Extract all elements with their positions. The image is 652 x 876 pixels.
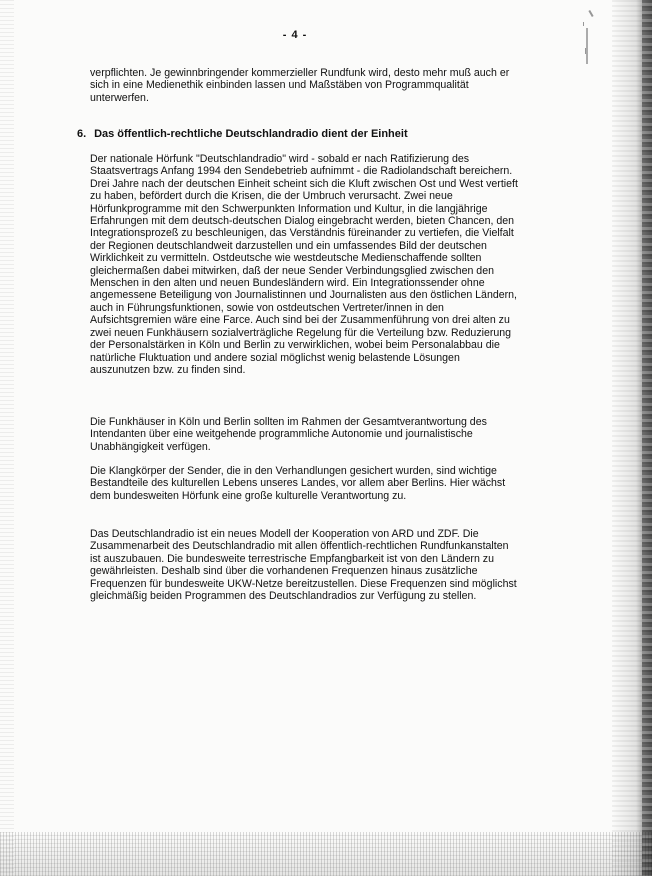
paragraph-deutschlandradio-integration: Der nationale Hörfunk "Deutschlandradio" wird - sobald er nach Ratifizierung des Staatsvertrags Anfang 1994 den Sendebetrieb aufnimmt - die Radiolandschaft bereichern. Drei Jahre nach der deutschen Einheit scheint sich die Kluft zwischen Ost und West vertieft zu haben, befördert durch die Krisen, die der Umbruch verursacht. Zwei neue Hörfunkprogramme mit den Schwerpunkten Information und Kultur, in die langjährige Erfahrungen mit dem deutsch-deutschen Dialog eingebracht werden, bieten Chancen, den Integrationsprozeß zu beschleunigen, das Verständnis füreinander zu vertiefen, die Vielfalt der Regionen deutschlandweit darzustellen und ein umfassendes Bild der deutschen Wirklichkeit zu vermitteln. Ostdeutsche wie westdeutsche Medienschaffende sollten gleichermaßen dabei mitwirken, daß der neue Sender Verbindungsglied zwischen den Menschen in den alten und neuen Bundesländern wird. Ein Integrationssender ohne angemessene Beteiligung von Journalistinnen und Journalisten aus den östlichen Ländern, auch in Führungsfunktionen, sowie von ostdeutschen Vertreter/innen in den Aufsichtsgremien wäre eine Farce. Auch sind bei der Zusammenführung von drei alten zu zwei neuen Funkhäusern sozialverträgliche Regelung für die Verteilung bzw. Reduzierung der Personalstärken in Köln und Berlin zu verwirklichen, wobei beim Personalabbau die natürliche Fluktuation und andere sozial möglichst wenig belastende Lösungen auszunutzen bzw. zu finden sind. [90,153,518,376]
section-heading [77,127,537,141]
paragraph-funkhaeuser-autonomie: Die Funkhäuser in Köln und Berlin sollten im Rahmen der Gesamtverantwortung des Intendanten über eine weitgehende programmliche Autonomie und journalistische Unabhängigkeit verfügen. [90,416,487,453]
paragraph-kooperation-ard-zdf: Das Deutschlandradio ist ein neues Modell der Kooperation von ARD und ZDF. Die Zusammenarbeit des Deutschlandradio mit allen öffentlich-rechtlichen Rundfunkanstalten ist auszubauen. Die bundesweite terrestrische Empfangbarkeit ist von den Ländern zu gewährleisten. Deshalb sind über die vorhandenen Frequenzen hinaus zusätzliche Frequenzen für bundesweite UKW-Netze bereitzustellen. Diese Frequenzen sind möglichst gleichmäßig beiden Programmen des Deutschlandradios zur Verfügung zu stellen. [90,528,517,603]
section-title: Das öffentlich-rechtliche Deutschlandradio dient der Einheit [94,128,408,140]
scan-mark [588,10,593,17]
scan-edge-right-dark [642,0,652,876]
paragraph-klangkoerper: Die Klangkörper der Sender, die in den Verhandlungen gesichert wurden, sind wichtige Bestandteile des kulturellen Lebens unseres Landes, vor allem aber Berlins. Hier wächst dem bundesweiten Hörfunk eine große kulturelle Verantwortung zu. [90,465,506,502]
scan-mark [585,48,586,54]
scan-mark [583,22,584,26]
page-number: - 4 - [282,29,308,41]
section-number: 6. [77,128,87,140]
intro-paragraph: verpflichten. Je gewinnbringender kommerzieller Rundfunk wird, desto mehr muß auch er sich in eine Medienethik einbinden lassen und Maßstäben von Programmqualität unterwerfen. [90,67,510,104]
scan-edge-left [0,0,14,876]
scan-edge-bottom [0,832,652,876]
